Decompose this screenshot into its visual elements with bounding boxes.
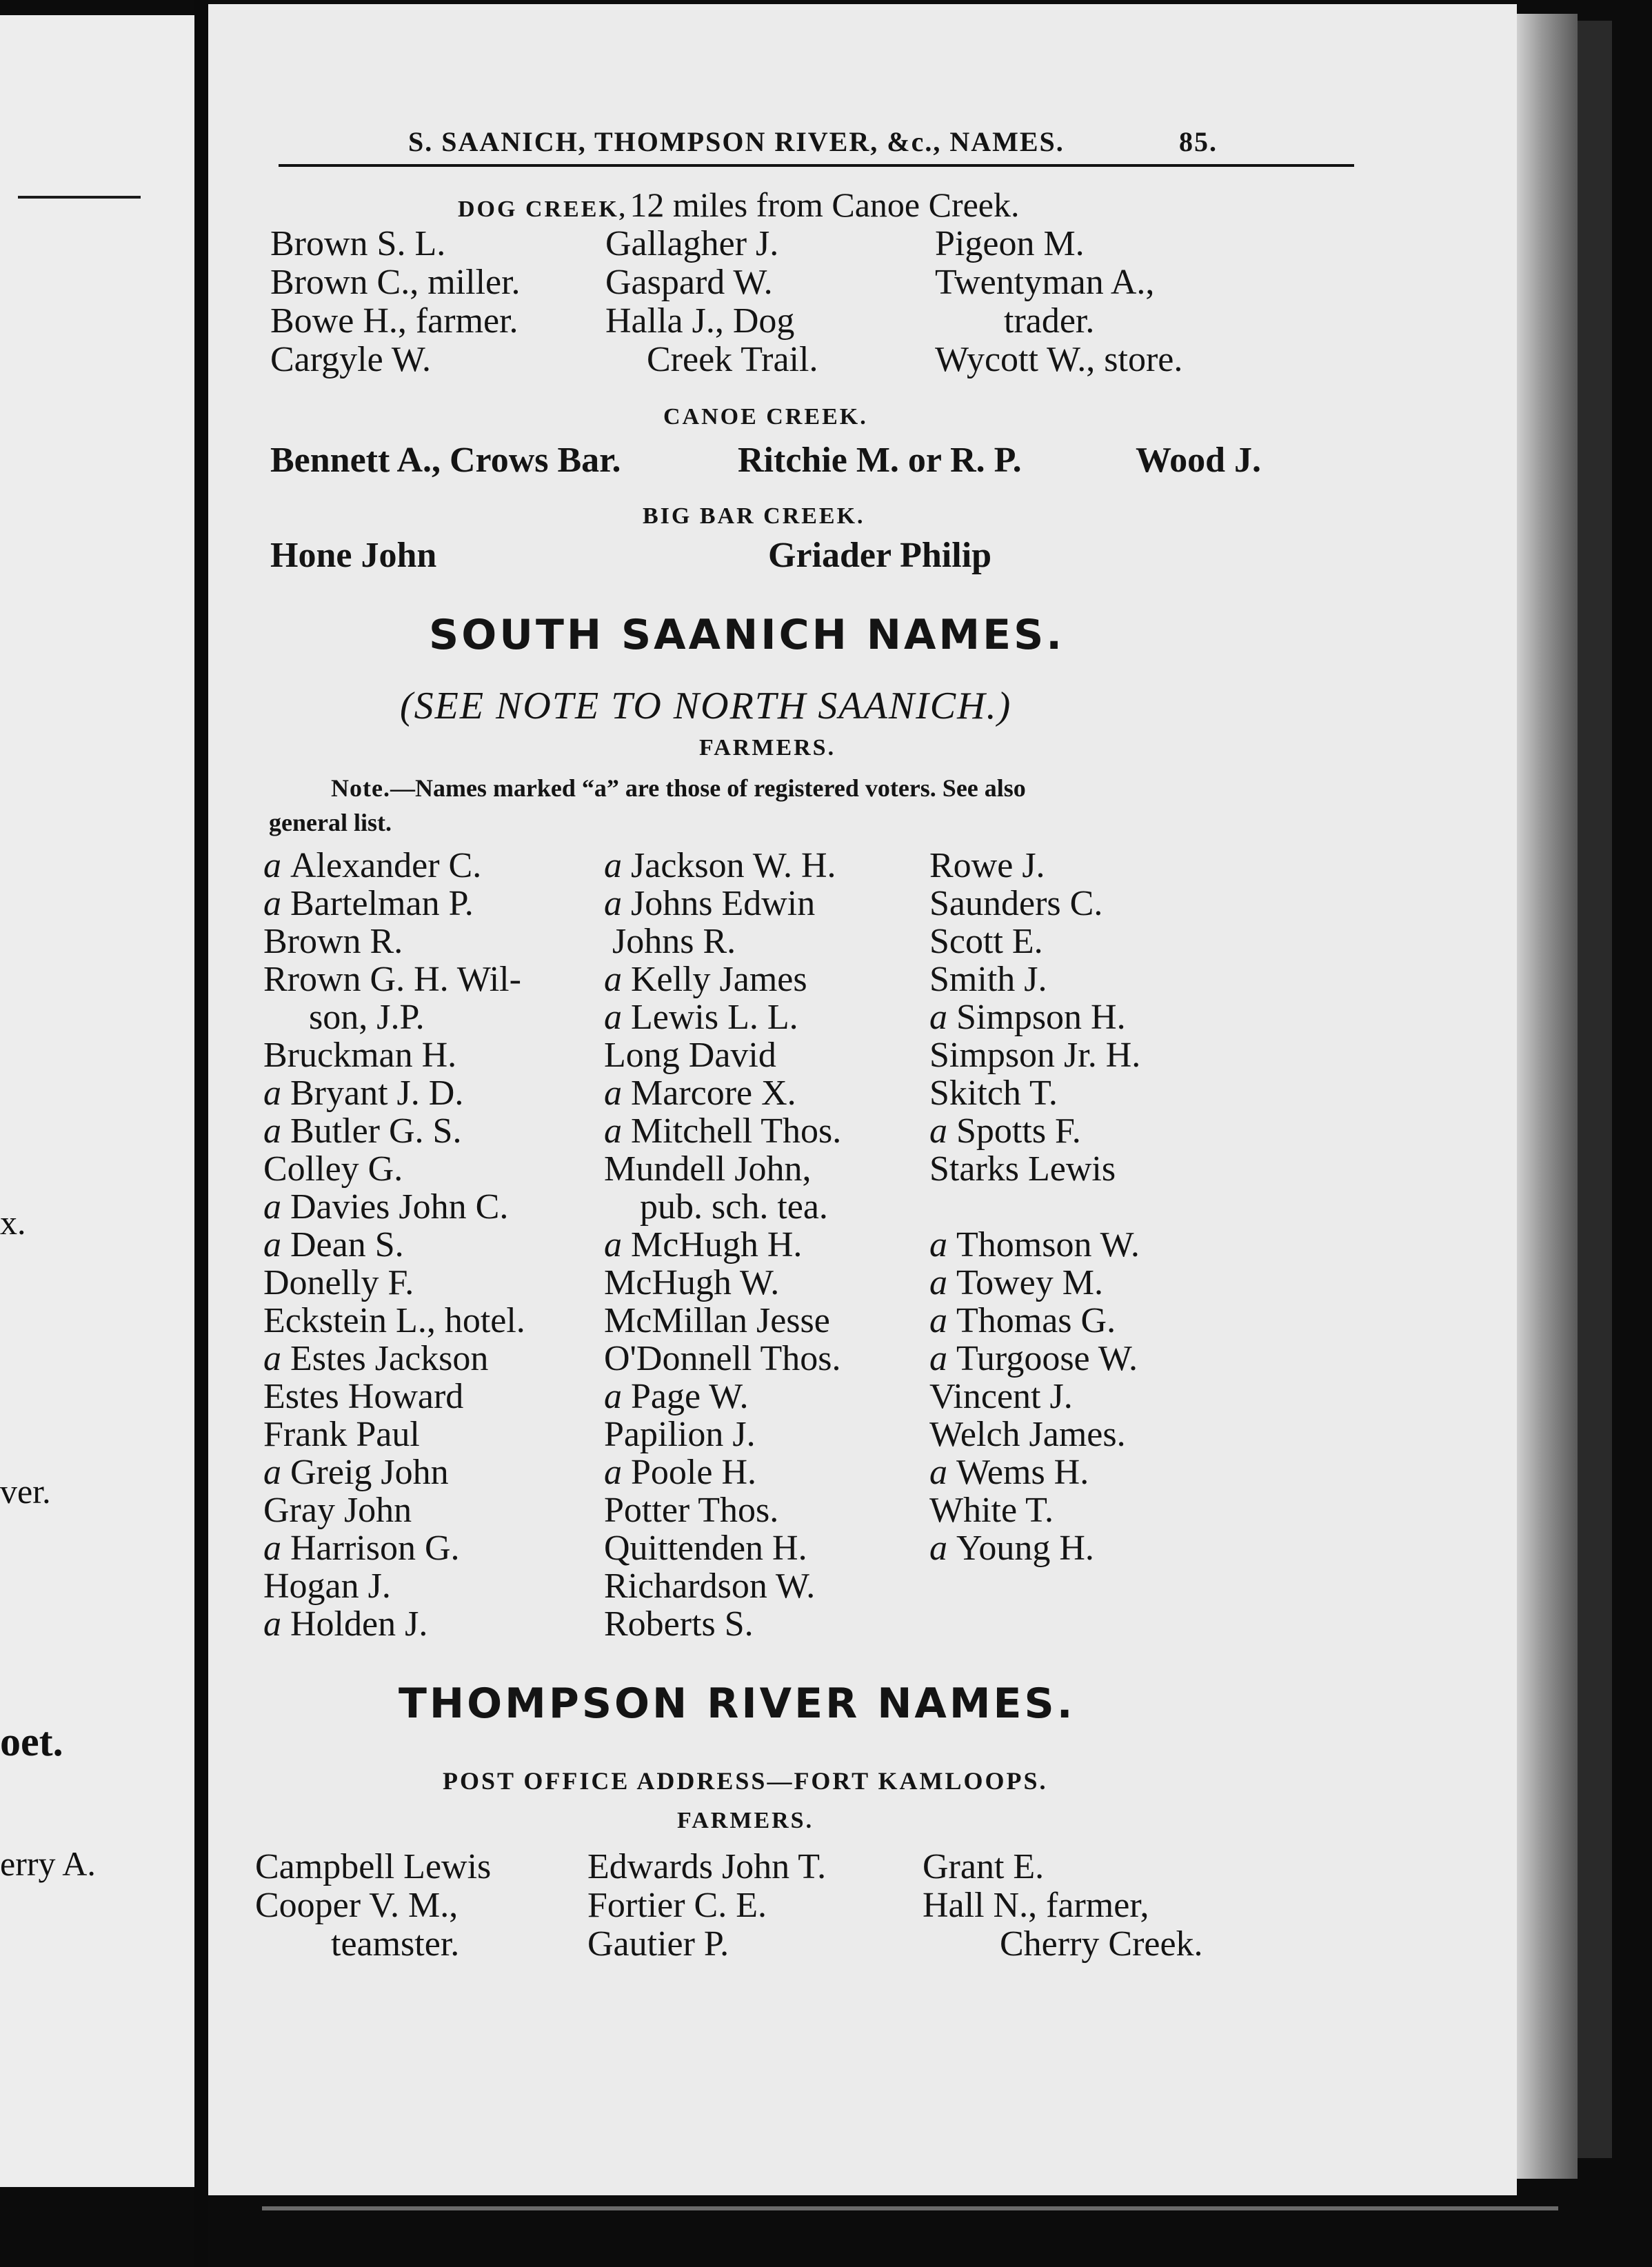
farmer-entry [263,883,474,924]
farmer-name: Butler G. S. [290,1111,462,1151]
dog-creek-entry: trader. [1004,301,1095,341]
farmer-name: Johns R. [612,922,736,961]
thompson-river-entry: Gautier P. [587,1924,729,1964]
voters-note-cont: general list. [269,809,392,836]
thompson-river-title: THOMPSON RIVER NAMES. [399,1680,1076,1728]
farmer-entry [604,1376,748,1417]
page-edge [1517,14,1578,2179]
south-saanich-title: SOUTH SAANICH NAMES. [429,611,1065,659]
voter-marker: a [263,1339,290,1378]
farmer-entry [263,959,521,1000]
big-bar-creek-entry: Griader Philip [768,536,992,575]
farmer-entry [604,997,798,1038]
farmer-name: Estes Jackson [290,1339,489,1378]
farmer-name: Brown R. [263,922,403,961]
voter-marker: a [263,1111,290,1151]
farmer-name: Hogan J. [263,1566,391,1606]
voter-marker: a [604,1453,631,1492]
farmer-name: Alexander C. [290,846,482,885]
big-bar-creek-heading: BIG BAR CREEK. [643,503,865,529]
farmer-entry [604,1338,841,1379]
voter-marker: a [929,1301,956,1340]
farmer-entry [604,1225,802,1265]
farmer-entry [604,1149,811,1189]
canoe-creek-heading: CANOE CREEK. [663,404,868,430]
farmer-name: Scott E. [929,922,1043,961]
thompson-river-entry: teamster. [331,1924,460,1964]
farmer-name: Lewis L. L. [631,998,798,1037]
farmer-name: Donelly F. [263,1263,414,1302]
farmer-name: Poole H. [631,1453,756,1492]
farmer-name: Estes Howard [263,1377,464,1416]
farmer-name: Bruckman H. [263,1036,457,1075]
page-number: 85. [1179,126,1218,157]
thompson-river-entry: Edwards John T. [587,1847,827,1886]
note-label: Note. [331,774,390,802]
farmer-entry [612,921,736,962]
dog-creek-detail: 12 miles from Canoe Creek. [629,185,1020,224]
farmer-name: Holden J. [290,1604,428,1644]
thompson-river-entry: Grant E. [923,1847,1045,1886]
farmer-entry [263,1073,463,1114]
farmer-entry [604,1566,815,1606]
page-edge-shadow [1578,21,1612,2158]
farmer-entry [929,1225,1140,1265]
farmer-entry [929,1300,1116,1341]
farmer-entry [263,1414,420,1455]
voter-marker: a [929,998,956,1037]
voter-marker: a [263,1187,290,1227]
farmer-name: pub. sch. tea. [640,1187,828,1227]
voter-marker: a [263,1225,290,1265]
dog-creek-entry: Wycott W., store. [935,340,1183,379]
farmer-entry [929,1414,1126,1455]
voter-marker: a [263,1529,290,1568]
farmer-name: Eckstein L., hotel. [263,1301,525,1340]
farmer-name: Papilion J. [604,1415,756,1454]
farmer-entry [929,1149,1116,1189]
voter-marker: a [929,1111,956,1151]
farmer-name: Vincent J. [929,1377,1073,1416]
farmer-entry [929,1035,1140,1076]
farmer-name: Jackson W. H. [631,846,836,885]
farmer-entry [263,1149,403,1189]
farmer-entry [929,921,1043,962]
farmer-entry [604,1073,796,1114]
farmer-entry [263,1300,525,1341]
page [208,4,1517,2195]
voter-marker: a [929,1263,956,1302]
dog-creek-entry: Cargyle W. [270,340,432,379]
farmer-name: Rrown G. H. Wil- [263,960,521,999]
gutter [194,0,208,2267]
farmer-entry [263,1035,456,1076]
voter-marker: a [604,1225,631,1265]
farmer-name: Young H. [956,1529,1094,1568]
farmer-entry [263,1452,449,1493]
farmer-entry [929,1338,1138,1379]
farmer-entry [263,1604,427,1644]
farmer-entry [929,1376,1073,1417]
voter-marker: a [604,960,631,999]
dog-creek-entry: Gallagher J. [605,224,779,263]
farmer-entry [929,1452,1089,1493]
farmer-name: O'Donnell Thos. [604,1339,841,1378]
farmer-name: Smith J. [929,960,1047,999]
farmer-entry [929,1528,1094,1569]
dog-creek-entry: Gaspard W. [605,263,773,302]
canoe-creek-entry: Bennett A., Crows Bar. [270,441,621,480]
voter-marker: a [263,1074,290,1113]
post-office-address: POST OFFICE ADDRESS—FORT KAMLOOPS. [443,1767,1048,1795]
farmer-name: Bryant J. D. [290,1074,464,1113]
farmer-entry [929,845,1045,886]
left-page-rule [18,196,141,199]
farmer-entry [604,1035,776,1076]
farmer-name: Welch James. [929,1415,1126,1454]
farmer-name: Potter Thos. [604,1491,779,1530]
running-header: S. SAANICH, THOMPSON RIVER, &c., NAMES. [408,126,1065,157]
farmer-name: son, J.P. [309,998,425,1037]
farmer-name: Rowe J. [929,846,1045,885]
farmer-name: Dean S. [290,1225,404,1265]
farmer-name: White T. [929,1491,1054,1530]
farmer-entry [263,1528,460,1569]
thompson-river-entry: Campbell Lewis [255,1847,492,1886]
farmer-entry [263,1225,404,1265]
farmer-name: Thomas G. [956,1301,1116,1340]
voter-marker: a [263,1453,290,1492]
big-bar-creek-entry: Hone John [270,536,437,575]
thompson-river-entry: Fortier C. E. [587,1886,767,1925]
farmer-entry [929,1111,1081,1151]
left-fragment: ver. [0,1472,51,1511]
farmer-name: Long David [604,1036,776,1075]
left-page-fragment [0,15,194,2187]
farmer-entry [263,1187,508,1227]
thompson-river-subheading: FARMERS. [677,1808,814,1833]
farmer-entry [263,1490,412,1531]
voter-marker: a [604,884,631,923]
dog-creek-entry: Pigeon M. [935,224,1085,263]
farmer-name: McMillan Jesse [604,1301,830,1340]
voter-marker: a [929,1529,956,1568]
farmer-name: Thomson W. [956,1225,1140,1265]
farmer-name: Marcore X. [631,1074,796,1113]
farmer-entry [929,959,1047,1000]
farmer-name: Spotts F. [956,1111,1081,1151]
farmer-entry [604,959,807,1000]
left-fragment: x. [0,1203,26,1242]
voter-marker: a [929,1453,956,1492]
farmer-name: Gray John [263,1491,412,1530]
voter-marker: a [604,846,631,885]
thompson-river-entry: Hall N., farmer, [923,1886,1149,1925]
farmer-entry [263,1111,461,1151]
dog-creek-entry: Brown S. L. [270,224,446,263]
farmer-entry [604,1452,756,1493]
farmer-entry [309,997,425,1038]
farmer-name: Roberts S. [604,1604,754,1644]
farmer-name: Colley G. [263,1149,403,1189]
bottom-edge [262,2206,1558,2210]
note-text: —Names marked “a” are those of registered voters. See also [390,774,1026,802]
farmer-entry [604,845,836,886]
farmer-name: Quittenden H. [604,1529,807,1568]
voter-marker: a [263,1604,290,1644]
farmer-entry [929,1262,1103,1303]
canoe-creek-entry: Ritchie M. or R. P. [738,441,1022,480]
farmer-entry [263,845,481,886]
dog-creek-entry: Brown C., miller. [270,263,521,302]
left-fragment: oet. [0,1719,63,1764]
south-saanich-subtitle: (SEE NOTE TO NORTH SAANICH.) [400,685,1012,727]
farmer-entry [604,1414,756,1455]
farmer-name: Frank Paul [263,1415,420,1454]
farmer-name: Davies John C. [290,1187,509,1227]
header-rule [279,164,1354,167]
dog-creek-label: DOG CREEK, [458,197,627,222]
farmer-name: Wems H. [956,1453,1089,1492]
canoe-creek-entry: Wood J. [1136,441,1262,480]
farmer-name: Harrison G. [290,1529,460,1568]
voter-marker: a [604,1074,631,1113]
voter-marker: a [604,1111,631,1151]
thompson-river-entry: Cherry Creek. [1000,1924,1203,1964]
farmer-entry [263,1376,463,1417]
farmer-name: Kelly James [631,960,807,999]
voter-marker: a [929,1225,956,1265]
farmer-name: Mundell John, [604,1149,812,1189]
farmer-name: McHugh H. [631,1225,803,1265]
farmer-name: Turgoose W. [956,1339,1138,1378]
dog-creek-entry: Halla J., Dog [605,301,795,341]
south-saanich-subheading: FARMERS. [699,735,836,760]
voter-marker: a [604,998,631,1037]
voter-marker: a [263,884,290,923]
farmer-name: Saunders C. [929,884,1103,923]
farmer-entry [929,1490,1054,1531]
left-fragment: erry A. [0,1844,96,1883]
farmer-entry [263,1338,488,1379]
farmer-name: McHugh W. [604,1263,780,1302]
farmer-entry [929,1073,1058,1114]
farmer-entry [604,1528,807,1569]
voters-note [331,774,1026,803]
farmer-name: Greig John [290,1453,449,1492]
farmer-entry [929,997,1126,1038]
dog-creek-heading [458,185,1020,225]
farmer-name: Richardson W. [604,1566,816,1606]
farmer-entry [640,1187,828,1227]
farmer-name: Starks Lewis [929,1149,1116,1189]
farmer-entry [604,1111,841,1151]
farmer-name: Page W. [631,1377,749,1416]
dog-creek-entry: Bowe H., farmer. [270,301,518,341]
farmer-entry [604,1262,779,1303]
farmer-name: Johns Edwin [631,884,816,923]
farmer-name: Towey M. [956,1263,1104,1302]
farmer-entry [263,921,403,962]
dog-creek-entry: Twentyman A., [935,263,1155,302]
thompson-river-entry: Cooper V. M., [255,1886,459,1925]
farmer-entry [929,883,1102,924]
farmer-entry [604,883,815,924]
farmer-entry [263,1262,414,1303]
farmer-entry [263,1566,391,1606]
farmer-name: Simpson H. [956,998,1126,1037]
voter-marker: a [604,1377,631,1416]
voter-marker: a [263,846,290,885]
farmer-entry [604,1490,778,1531]
voter-marker: a [929,1339,956,1378]
farmer-name: Bartelman P. [290,884,474,923]
farmer-entry [604,1604,754,1644]
farmer-name: Skitch T. [929,1074,1058,1113]
farmer-name: Mitchell Thos. [631,1111,842,1151]
dog-creek-entry: Creek Trail. [647,340,818,379]
farmer-entry [604,1300,830,1341]
farmer-name: Simpson Jr. H. [929,1036,1141,1075]
